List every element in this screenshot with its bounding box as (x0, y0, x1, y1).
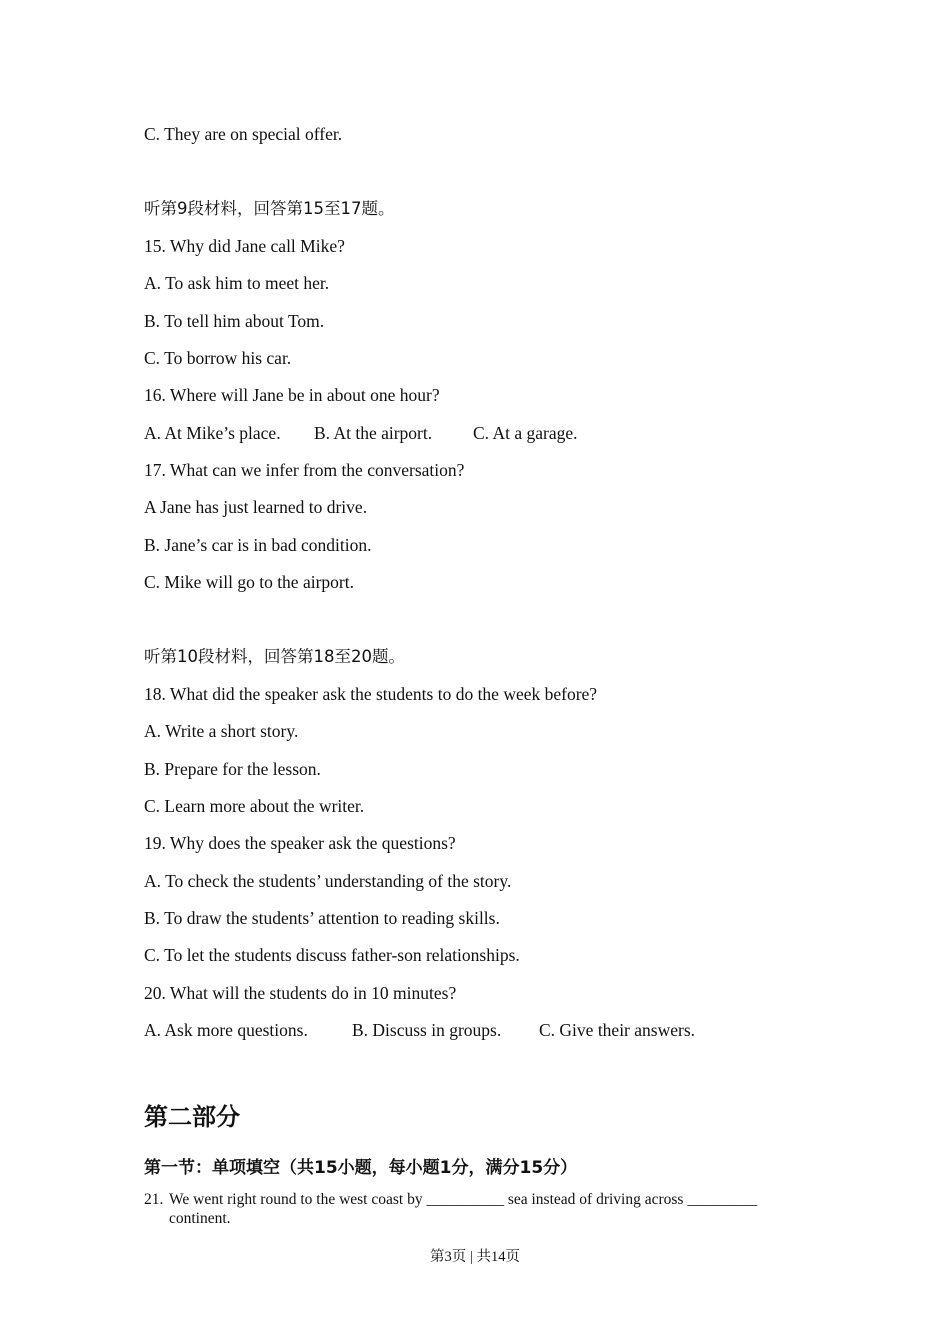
page-footer: 第3页 | 共14页 (430, 1249, 520, 1265)
q17-stem: 17. What can we infer from the conversation? (144, 460, 465, 480)
q17-option-b: B. Jane’s car is in bad condition. (144, 535, 372, 555)
q20-stem: 20. What will the students do in 10 minutes? (144, 983, 457, 1003)
q21 (144, 1190, 814, 1228)
q16-option-a: A. At Mike’s place. (144, 423, 281, 443)
q15-option-a: A. To ask him to meet her. (144, 273, 330, 293)
q18-stem: 18. What did the speaker ask the students to do the week before? (144, 684, 598, 704)
q14-option-c: C. They are on special offer. (144, 124, 343, 144)
q19-option-c: C. To let the students discuss father-son relationships. (144, 945, 520, 965)
q19-option-a: A. To check the students’ understanding of the story. (144, 871, 512, 891)
q16-options (144, 423, 578, 443)
q16-option-b: B. At the airport. (314, 423, 433, 443)
q20-option-a: A. Ask more questions. (144, 1020, 308, 1040)
q15-option-c: C. To borrow his car. (144, 348, 292, 368)
q16-stem: 16. Where will Jane be in about one hour? (144, 385, 440, 405)
q20-option-b: B. Discuss in groups. (352, 1020, 502, 1040)
section10-heading: 听第10段材料，回答第18至20题。 (144, 647, 405, 666)
q19-stem: 19. Why does the speaker ask the questions? (144, 833, 456, 853)
q19-option-b: B. To draw the students’ attention to reading skills. (144, 908, 500, 928)
part2-section-title: 第一节：单项填空（共15小题，每小题1分，满分15分） (144, 1158, 578, 1178)
q16-option-c: C. At a garage. (473, 423, 578, 443)
q21-number: 21. (144, 1191, 164, 1208)
q17-option-a: A Jane has just learned to drive. (144, 497, 368, 517)
part2-title: 第二部分 (144, 1103, 240, 1131)
q20-option-c: C. Give their answers. (539, 1020, 696, 1040)
q18-option-b: B. Prepare for the lesson. (144, 759, 321, 779)
q18-option-a: A. Write a short story. (144, 721, 299, 741)
q18-option-c: C. Learn more about the writer. (144, 796, 365, 816)
q15-option-b: B. To tell him about Tom. (144, 311, 325, 331)
q17-option-c: C. Mike will go to the airport. (144, 572, 354, 592)
q15-stem: 15. Why did Jane call Mike? (144, 236, 345, 256)
q21-text: We went right round to the west coast by __________ sea instead of driving across _________ continent. (169, 1191, 758, 1227)
q20-options (144, 1020, 696, 1040)
section9-heading: 听第9段材料，回答第15至17题。 (144, 199, 395, 218)
